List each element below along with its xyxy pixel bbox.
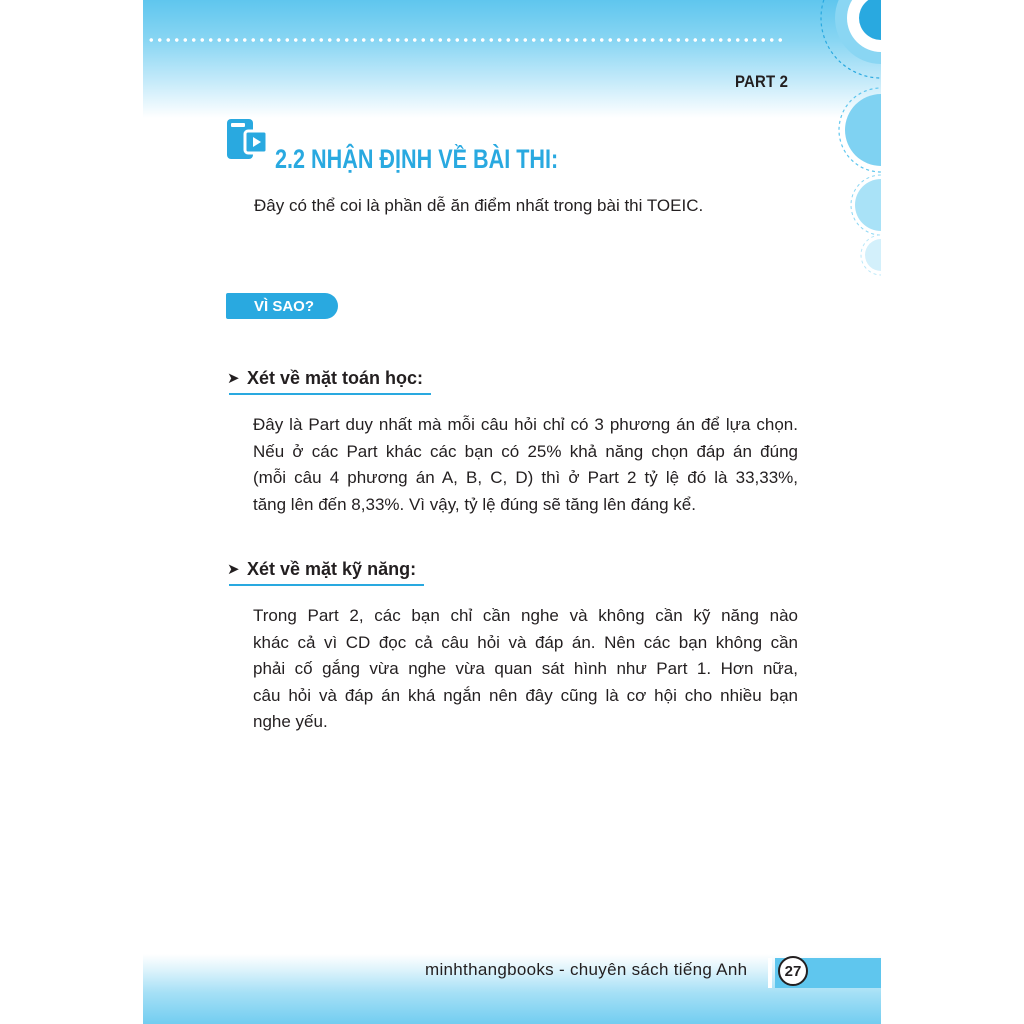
- arrow-bullet-icon: ➤: [227, 370, 240, 387]
- paragraph-line: Đây là Part duy nhất mà mỗi câu hỏi chỉ có 3 phương án để lựa chọn.: [253, 415, 798, 434]
- header-dotted-line: [147, 38, 787, 42]
- tablet-play-icon: [225, 117, 273, 165]
- paragraph-line: phải cố gắng vừa nghe vừa quan sát hình như Part 1. Hơn nữa,: [253, 659, 798, 678]
- point-paragraph-math: [253, 412, 798, 518]
- part-label: PART 2: [735, 72, 789, 91]
- decorative-circles: [781, 0, 881, 300]
- paragraph-line: Trong Part 2, các bạn chỉ cần nghe và không cần kỹ năng nào: [253, 606, 798, 625]
- footer-separator: [768, 958, 772, 988]
- why-badge: VÌ SAO?: [226, 293, 338, 319]
- point-heading-skill: ➤ Xét về mặt kỹ năng:: [227, 559, 417, 579]
- paragraph-line: nghe yếu.: [253, 712, 328, 731]
- arrow-bullet-icon: ➤: [227, 561, 240, 578]
- paragraph-line: tăng lên đến 8,33%. Vì vậy, tỷ lệ đúng sẽ tăng lên đáng kể.: [253, 494, 696, 514]
- paragraph-line: khác cả vì CD đọc cả câu hỏi và đáp án. Nên các bạn không cần: [253, 632, 798, 652]
- paragraph-line: Nếu ở các Part khác các bạn có 25% khả năng chọn đáp án đúng: [253, 441, 798, 461]
- page-number: 27: [778, 956, 808, 986]
- paragraph-line: (mỗi câu 4 phương án A, B, C, D) thì ở Part 2 tỷ lệ đó là 33,33%,: [253, 468, 798, 487]
- section-title: 2.2 NHẬN ĐỊNH VỀ BÀI THI:: [275, 144, 559, 174]
- point-paragraph-skill: [253, 603, 798, 736]
- paragraph-line: câu hỏi và đáp án khá ngắn nên đây cũng là cơ hội cho nhiều bạn: [253, 685, 798, 705]
- book-page: [143, 0, 881, 1024]
- section-intro: Đây có thể coi là phần dễ ăn điểm nhất trong bài thi TOEIC.: [254, 196, 704, 215]
- header-band: [143, 0, 881, 118]
- point-heading-math: ➤ Xét về mặt toán học:: [227, 368, 424, 388]
- footer-publisher: minhthangbooks - chuyên sách tiếng Anh: [425, 960, 748, 979]
